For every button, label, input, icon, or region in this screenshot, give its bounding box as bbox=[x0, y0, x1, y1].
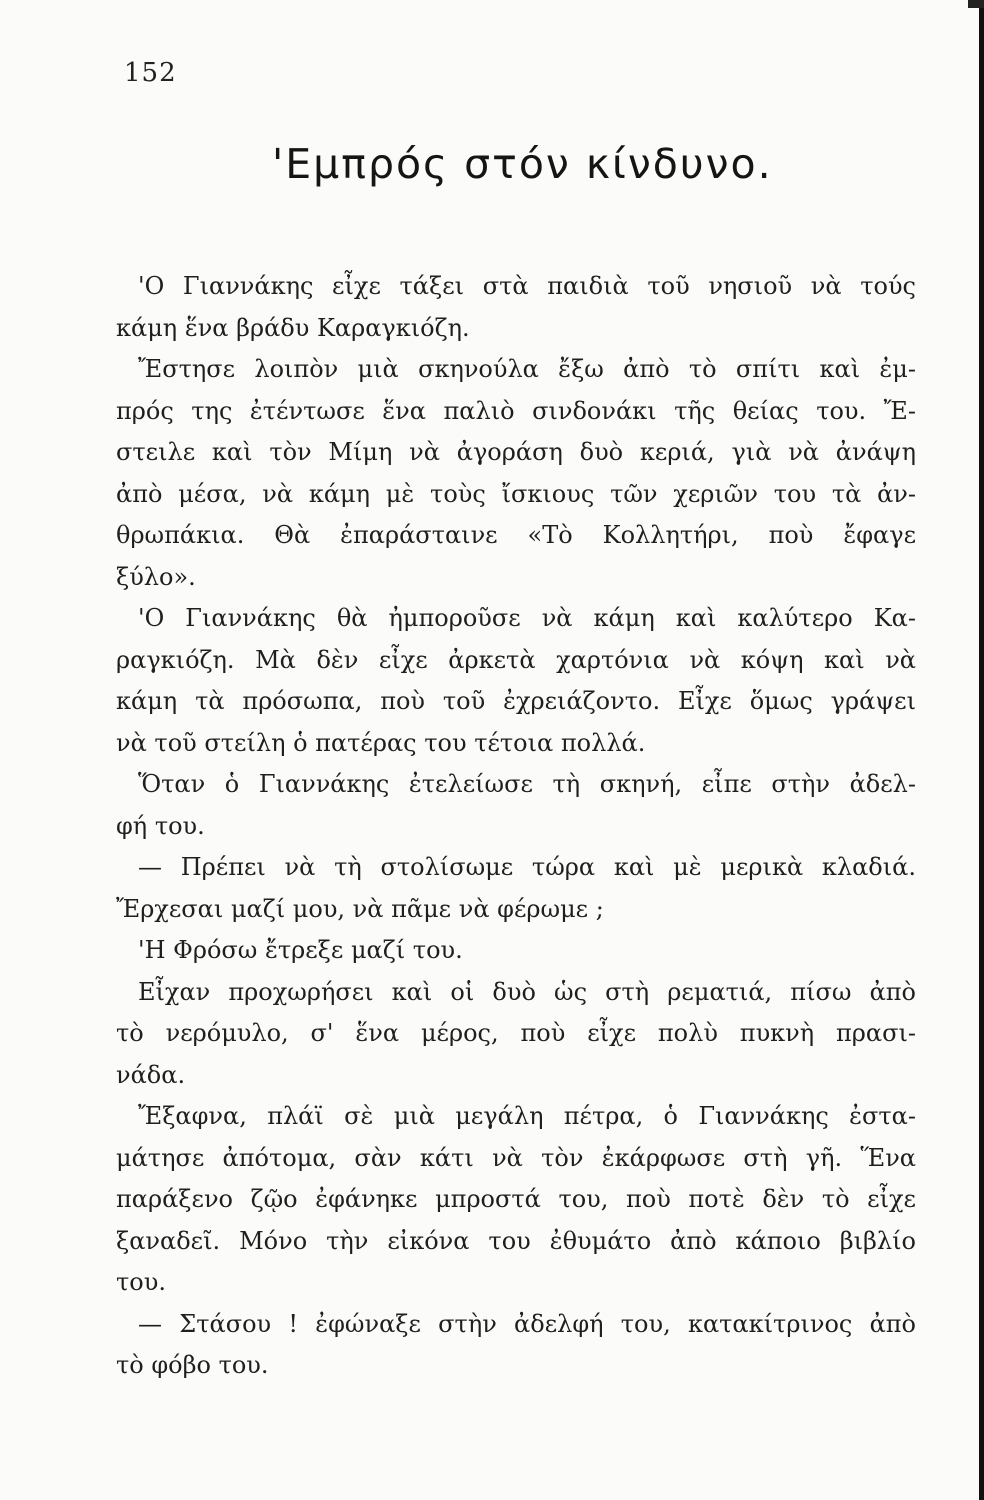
text-line: κάμη ἕνα βράδυ Καραγκιόζη. bbox=[116, 313, 470, 342]
scan-edge-shadow bbox=[979, 0, 984, 1500]
text-line: ἀπὸ μέσα, νὰ κάμη μὲ τοὺς ἴσκιους τῶν χεριῶν του τὰ ἀν- bbox=[116, 479, 916, 508]
text-line: νάδα. bbox=[116, 1060, 186, 1089]
text-line: Ὅταν ὁ Γιαννάκης ἐτελείωσε τὴ σκηνή, εἶπε στὴν ἀδελ- bbox=[138, 770, 916, 798]
text-line: τὸ νερόμυλο, σ' ἕνα μέρος, ποὺ εἶχε πολὺ πυκνὴ πρασι- bbox=[116, 1019, 916, 1047]
text-line: 'Η Φρόσω ἔτρεξε μαζί του. bbox=[138, 936, 463, 964]
text-line: ξαναδεῖ. Μόνο τὴν εἰκόνα του ἐθυμάτο ἀπὸ κάποιο βιβλίο bbox=[116, 1226, 916, 1255]
text-line: παράξενο ζῷο ἐφάνηκε μπροστά του, ποὺ ποτὲ δὲν τὸ εἶχε bbox=[116, 1185, 916, 1213]
text-line: νὰ τοῦ στείλη ὁ πατέρας του τέτοια πολλά. bbox=[116, 728, 646, 757]
page-number: 152 bbox=[124, 58, 177, 88]
text-line: 'Ο Γιαννάκης θὰ ἠμποροῦσε νὰ κάμη καὶ καλύτερο Κα- bbox=[138, 604, 916, 632]
text-line: του. bbox=[116, 1268, 166, 1296]
text-line: θρωπάκια. Θὰ ἐπαράσταινε «Τὸ Κολλητήρι, ποὺ ἔφαγε bbox=[116, 521, 916, 549]
text-line: τὸ φόβο του. bbox=[116, 1351, 269, 1379]
text-line: Εἶχαν προχωρήσει καὶ οἱ δυὸ ὡς στὴ ρεματιά, πίσω ἀπὸ bbox=[138, 977, 916, 1006]
text-line: πρός της ἐτέντωσε ἕνα παλιὸ σινδονάκι τῆς θείας του. Ἔ- bbox=[116, 396, 916, 425]
scan-edge-corner bbox=[968, 0, 984, 8]
text-line: Ἔρχεσαι μαζί μου, νὰ πᾶμε νὰ φέρωμε ; bbox=[116, 894, 604, 923]
text-line: — Στάσου ! ἐφώναξε στὴν ἀδελφή του, κατακίτρινος ἀπὸ bbox=[138, 1309, 916, 1338]
text-line: — Πρέπει νὰ τὴ στολίσωμε τώρα καὶ μὲ μερικὰ κλαδιά. bbox=[138, 853, 916, 881]
text-line: Ἔξαφνα, πλάϊ σὲ μιὰ μεγάλη πέτρα, ὁ Γιαννάκης ἐστα- bbox=[138, 1102, 916, 1130]
text-line: φή του. bbox=[116, 811, 205, 840]
text-line: 'Ο Γιαννάκης εἶχε τάξει στὰ παιδιὰ τοῦ νησιοῦ νὰ τούς bbox=[138, 272, 916, 300]
text-line: ξύλο». bbox=[116, 562, 196, 591]
chapter-title: 'Εμπρός στόν κίνδυνο. bbox=[272, 140, 773, 188]
text-line: Ἔστησε λοιπὸν μιὰ σκηνούλα ἔξω ἀπὸ τὸ σπίτι καὶ ἐμ- bbox=[138, 355, 916, 383]
text-line: μάτησε ἀπότομα, σὰν κάτι νὰ τὸν ἐκάρφωσε στὴ γῆ. Ἕνα bbox=[116, 1143, 916, 1172]
text-line: στειλε καὶ τὸν Μίμη νὰ ἀγοράση δυὸ κεριά, γιὰ νὰ ἀνάψη bbox=[116, 438, 916, 466]
text-line: ραγκιόζη. Μὰ δὲν εἶχε ἀρκετὰ χαρτόνια νὰ κόψη καὶ νὰ bbox=[116, 645, 916, 674]
text-line: κάμη τὰ πρόσωπα, ποὺ τοῦ ἐχρειάζοντο. Εἶχε ὅμως γράψει bbox=[116, 687, 916, 715]
